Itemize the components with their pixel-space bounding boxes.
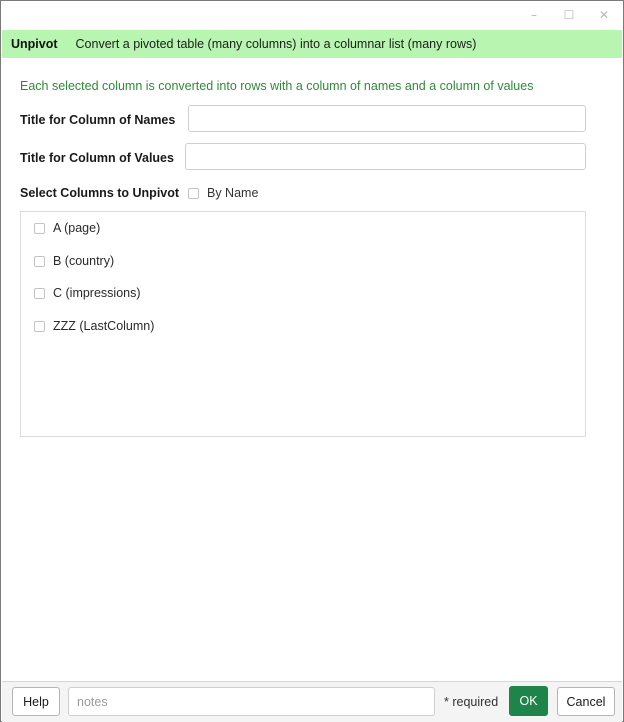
header-bar bbox=[2, 30, 622, 58]
by-name-label: By Name bbox=[207, 186, 259, 200]
close-icon[interactable]: ✕ bbox=[598, 8, 610, 22]
by-name-checkbox[interactable] bbox=[188, 188, 199, 199]
column-checkbox[interactable] bbox=[34, 223, 45, 234]
values-title-label: Title for Column of Values bbox=[20, 151, 174, 165]
footer-bar bbox=[2, 681, 622, 722]
cancel-button[interactable]: Cancel bbox=[557, 687, 615, 716]
column-checkbox[interactable] bbox=[34, 321, 45, 332]
title-bar bbox=[1, 1, 623, 29]
names-title-label: Title for Column of Names bbox=[20, 113, 176, 127]
dialog-description: Convert a pivoted table (many columns) into a columnar list (many rows) bbox=[75, 37, 477, 51]
column-checkbox[interactable] bbox=[34, 256, 45, 267]
select-columns-label: Select Columns to Unpivot bbox=[20, 186, 180, 200]
list-item[interactable] bbox=[34, 286, 141, 300]
dialog-title: Unpivot bbox=[11, 37, 58, 51]
maximize-icon[interactable]: ☐ bbox=[563, 8, 575, 22]
list-item[interactable] bbox=[34, 319, 154, 333]
column-label: B (country) bbox=[53, 254, 115, 268]
list-item[interactable] bbox=[34, 254, 114, 268]
by-name-option[interactable] bbox=[188, 186, 258, 200]
info-text: Each selected column is converted into rows with a column of names and a column of values bbox=[20, 79, 534, 93]
column-label: A (page) bbox=[53, 221, 101, 235]
column-checkbox[interactable] bbox=[34, 288, 45, 299]
names-title-input[interactable] bbox=[188, 105, 586, 132]
minimize-icon[interactable]: – bbox=[531, 8, 537, 22]
column-label: ZZZ (LastColumn) bbox=[53, 319, 155, 333]
column-label: C (impressions) bbox=[53, 286, 141, 300]
values-title-input[interactable] bbox=[185, 143, 586, 170]
notes-input[interactable] bbox=[68, 687, 435, 716]
columns-list[interactable] bbox=[20, 211, 586, 437]
list-item[interactable] bbox=[34, 221, 100, 235]
help-button[interactable]: Help bbox=[12, 687, 60, 716]
ok-button[interactable]: OK bbox=[509, 686, 548, 716]
required-note: * required bbox=[444, 695, 499, 709]
